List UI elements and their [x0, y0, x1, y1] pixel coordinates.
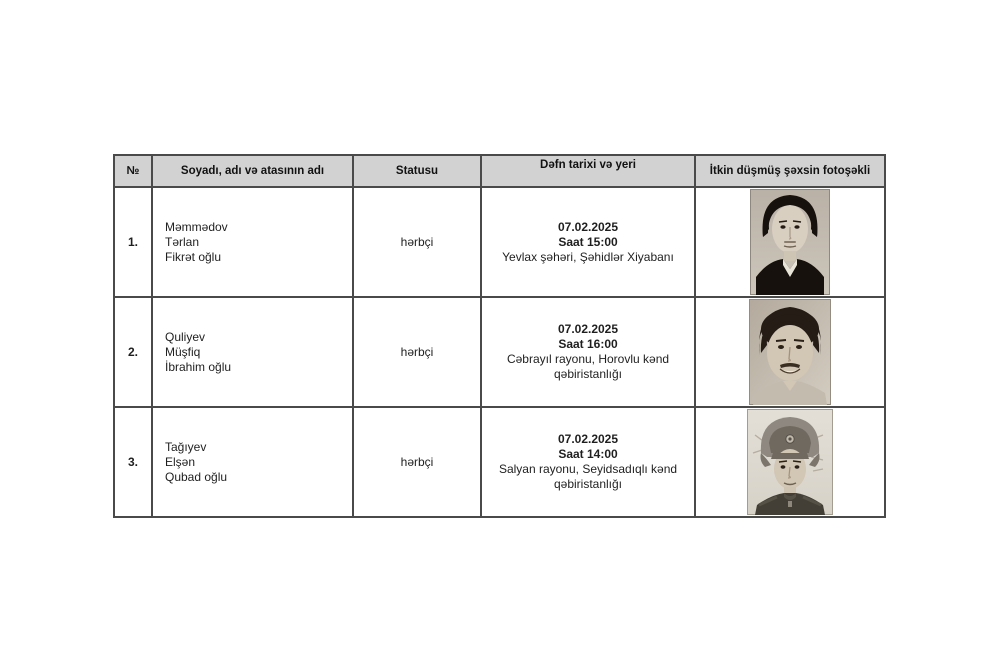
patronymic: İbrahim oğlu: [165, 359, 232, 374]
table-header: [114, 155, 885, 187]
person-name-cell: [152, 407, 353, 517]
patronymic: Fikrət oğlu: [165, 249, 222, 264]
status-cell: hərbçi: [353, 297, 481, 407]
missing-person-photo: [749, 299, 831, 405]
missing-persons-table: [113, 154, 886, 518]
header-name: Soyadı, adı və atasının adı: [152, 155, 353, 187]
photo-cell: [695, 187, 885, 297]
table-row: [114, 187, 885, 297]
status-cell: hərbçi: [353, 407, 481, 517]
burial-time: Saat 14:00: [558, 447, 618, 461]
patronymic: Qubad oğlu: [165, 469, 228, 484]
burial-time: Saat 16:00: [558, 337, 618, 351]
header-photo: İtkin düşmüş şəxsin fotoşəkli: [695, 155, 885, 187]
surname: Məmmədov: [165, 219, 228, 234]
surname: Quliyev: [165, 329, 206, 344]
person-name-cell: [152, 187, 353, 297]
burial-date: 07.02.2025: [557, 322, 619, 336]
row-number: 2.: [114, 297, 152, 407]
surname: Tağıyev: [165, 439, 207, 454]
photo-cell: [695, 297, 885, 407]
missing-person-photo: [747, 409, 833, 515]
burial-date: 07.02.2025: [557, 219, 619, 234]
table-row: [114, 297, 885, 407]
burial-date-cell: [481, 407, 695, 517]
given-name: Tərlan: [165, 234, 200, 249]
burial-date: 07.02.2025: [557, 432, 619, 446]
status-cell: hərbçi: [353, 187, 481, 297]
header-no: №: [114, 155, 152, 187]
header-row: [114, 155, 885, 187]
table-row: [114, 407, 885, 517]
missing-person-photo: [750, 189, 830, 295]
row-number: 3.: [114, 407, 152, 517]
photo-cell: [695, 407, 885, 517]
burial-place: Salyan rayonu, Seyidsadıqlı kənd qəbiristanlığı: [498, 462, 678, 491]
burial-date-cell: [481, 297, 695, 407]
person-name-cell: [152, 297, 353, 407]
burial-date-cell: [481, 187, 695, 297]
burial-time: Saat 15:00: [558, 234, 618, 249]
burial-place: Yevlax şəhəri, Şəhidlər Xiyabanı: [502, 249, 674, 264]
given-name: Elşən: [165, 454, 196, 469]
given-name: Müşfiq: [165, 344, 201, 359]
header-status: Statusu: [353, 155, 481, 187]
header-date: Dəfn tarixi və yeri: [481, 155, 695, 187]
burial-place: Cəbrayıl rayonu, Horovlu kənd qəbiristanlığı: [506, 352, 670, 381]
missing-persons-table-wrap: [113, 154, 886, 518]
row-number: 1.: [114, 187, 152, 297]
